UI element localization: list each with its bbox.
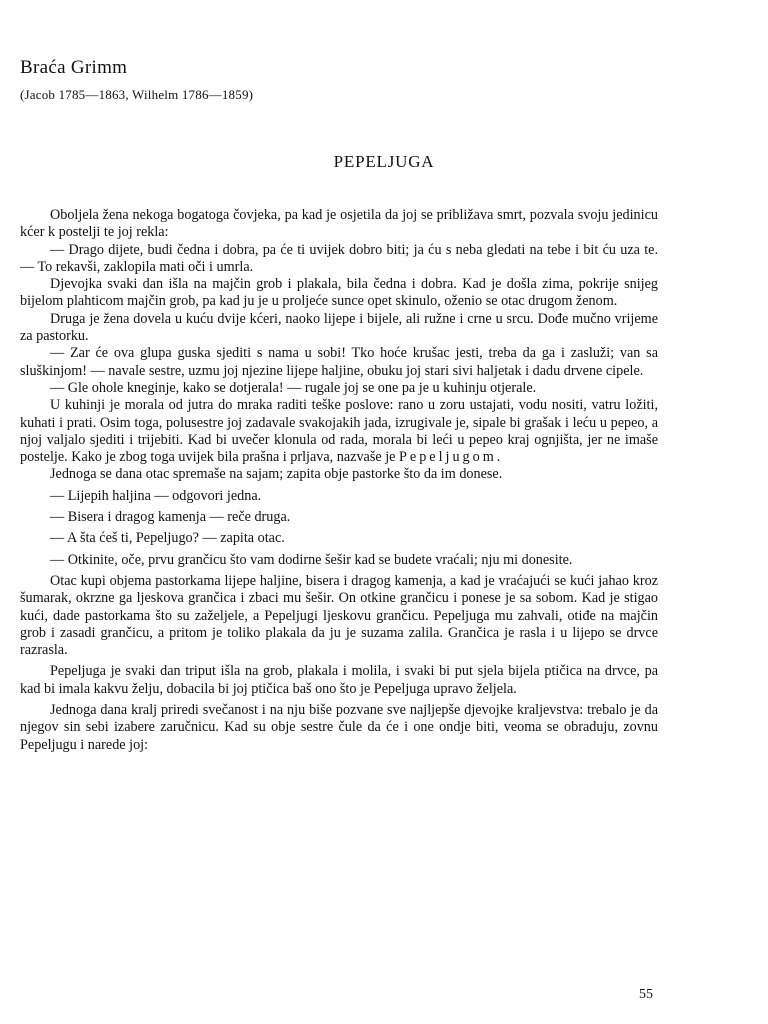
paragraph: — Bisera i dragog kamenja — reče druga. (50, 509, 291, 526)
paragraph: — Zar će ova glupa guska sjediti s nama u sobi! Tko hoće krušac jesti, treba da ga i zasluži; van sa sluškinjom! — navale sestre, uzmu joj njezine lijepe haljine, obuku joj stari sivi haljetak i dadu drvene cipele. (20, 345, 658, 379)
author-dates: (Jacob 1785—1863, Wilhelm 1786—1859) (20, 87, 254, 102)
paragraph: Druga je žena dovela u kuću dvije kćeri, naoko lijepe i bijele, ali ružne i crne u srcu. Dođe mučno vrijeme za pastorku. (20, 310, 658, 345)
paragraph: Djevojka svaki dan išla na majčin grob i plakala, bila čedna i dobra. Kad je došla zima, pokrije snijeg bijelom plahticom majčin grob, pa kad ju je u proljeće sunce opet skinulo, oženio se otac drugom ženom. (20, 276, 658, 310)
paragraph: Pepeljuga je svaki dan triput išla na grob, plakala i molila, i svaki bi put sjela bijela ptičica na drvce, pa kad bi imala kakvu želju, dobacila bi joj ptičica baš ono što je Pepeljuga upravo željela. (20, 663, 658, 697)
paragraph: — A šta ćeš ti, Pepeljugo? — zapita otac. (50, 530, 285, 547)
paragraph: Otac kupi objema pastorkama lijepe haljine, bisera i dragog kamenja, a kad je vraćajući se kući jahao kroz šumarak, okrzne ga ljeskova grančica i zbaci mu šešir. On otkine grančicu i ponese je sa sobom. Kad je stigao kući, dade pastorkama što su zaželjele, a Pepeljugi ljeskovu grančicu. Pepeljuga mu zahvali, otiđe na majčin grob i zasadi grančicu, a pritom je toliko plakala da ju je suzama zalila. Grančica je rasla i u lijepo se drvce razrasla. (20, 572, 658, 659)
paragraph: Jednoga dana kralj priredi svečanost i na nju biše pozvane sve najljepše djevojke kraljevstva: trebalo je da njegov sin sebi izabere zaručnicu. Kad su obje sestre čule da će i one ondje biti, veoma se obraduju, zovnu Pepeljugu i narede joj: (20, 702, 658, 753)
story-body (20, 207, 658, 754)
story-title: PEPELJUGA (333, 152, 435, 171)
paragraph: — Gle ohole kneginje, kako se dotjerala! — rugale joj se one pa je u kuhinju otjerale. (50, 379, 537, 396)
paragraph: — Otkinite, oče, prvu grančicu što vam dodirne šešir kad se budete vraćali; nju mi donesite. (50, 551, 573, 568)
paragraph: — Lijepih haljina — odgovori jedna. (50, 487, 262, 504)
paragraph: — Drago dijete, budi čedna i dobra, pa će ti uvijek dobro biti; ja ću s neba gledati na tebe i bit ću uza te. — To rekavši, zaklopila mati oči i umrla. (20, 241, 658, 275)
emphasized-name: Pepeljugom. (399, 449, 504, 466)
paragraph: Jednoga se dana otac spremaše na sajam; zapita obje pastorke što da im donese. (50, 466, 503, 483)
paragraph: Oboljela žena nekoga bogatoga čovjeka, pa kad je osjetila da joj se približava smrt, pozvala svoju jedinicu kćer k postelji te joj rekla: (20, 207, 658, 241)
page-number: 55 (639, 987, 653, 1002)
author-name: Braća Grimm (20, 57, 128, 78)
paragraph-text: U kuhinji je morala od jutra do mraka raditi teške poslove: rano u zoru ustajati, vodu nositi, vatru ložiti, kuhati i prati. Osim toga, polusestre joj zadavale svakojakih jada, izrugivale je, sipale bi grašak i leću u pepeo, a njoj valjalo sjediti i trijebiti. Kad bi uvečer klonula od rada, morala bi leći u pepeo kraj ognjišta, jer ne imaše postelje. Kako je zbog toga uvijek bila prašna i prljava, nazvaše je (20, 397, 658, 466)
paragraph (20, 397, 658, 466)
